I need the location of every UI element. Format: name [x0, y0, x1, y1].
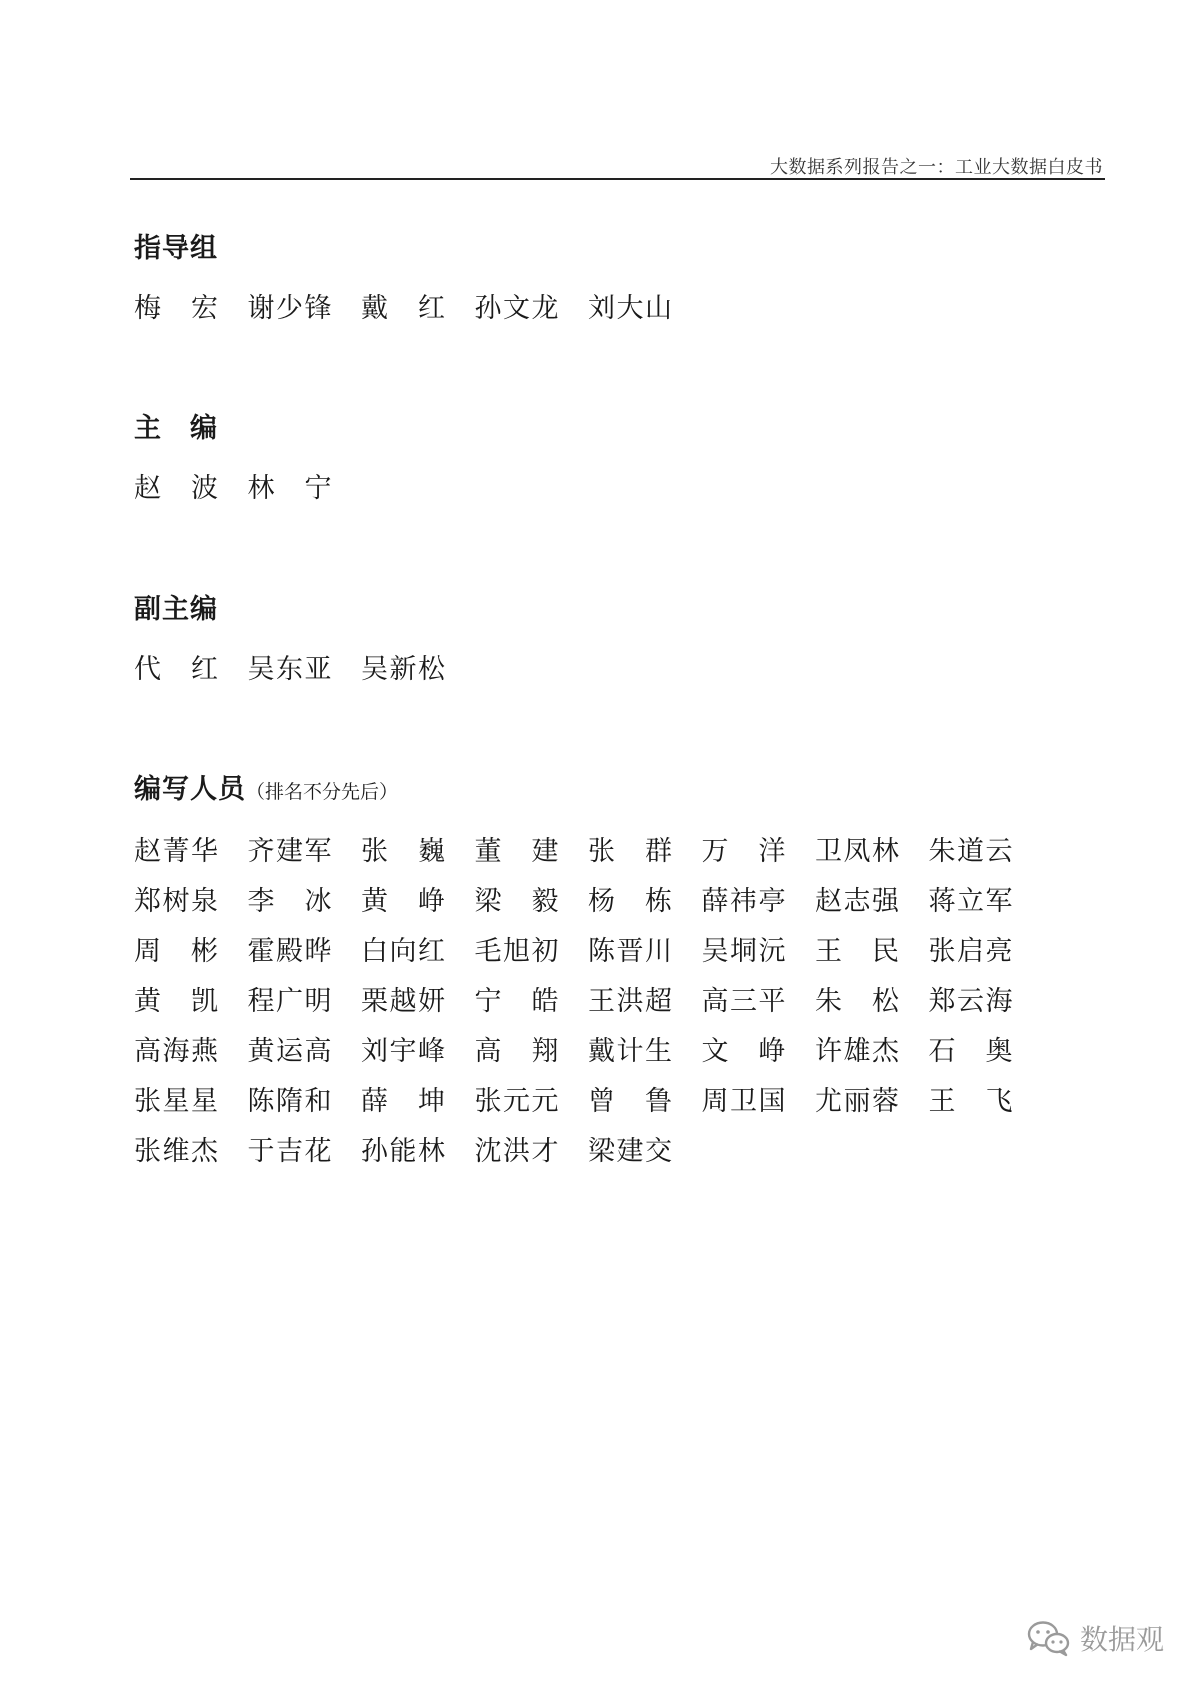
- person-name-text: 董 建: [474, 836, 559, 867]
- deputy-editor-section: [134, 587, 475, 686]
- person-name-text: 白向红: [361, 936, 445, 967]
- person-name: [815, 986, 929, 1018]
- person-name: [929, 986, 1043, 1018]
- person-name-text: 黄 峥: [361, 886, 445, 917]
- person-name: [248, 1036, 362, 1068]
- deputy-editor-title: 副主编: [134, 594, 218, 625]
- person-name: [134, 1036, 248, 1068]
- person-name-text: 李 冰: [247, 886, 332, 917]
- person-name: [588, 293, 702, 325]
- person-name-text: 文 峥: [701, 1036, 786, 1067]
- person-name-text: 吴东亚: [247, 654, 332, 685]
- person-name-text: 张星星: [134, 1086, 218, 1117]
- person-name: [134, 1136, 248, 1168]
- person-name: [134, 293, 248, 325]
- person-name-text: 石 奥: [928, 1036, 1013, 1067]
- person-name: [475, 293, 589, 325]
- person-name: [248, 1086, 362, 1118]
- person-name-text: 宁 皓: [474, 986, 559, 1017]
- person-name-text: 赵 波: [134, 473, 218, 504]
- person-name: [361, 986, 475, 1018]
- person-name-text: 于吉花: [247, 1136, 332, 1167]
- person-name-text: 赵志强: [815, 886, 899, 917]
- person-name-text: 郑树泉: [134, 886, 218, 917]
- chief-editor-section: [134, 406, 361, 505]
- person-name: [475, 1086, 589, 1118]
- person-name: [248, 293, 362, 325]
- person-name: [361, 1036, 475, 1068]
- person-name-text: 程广明: [247, 986, 332, 1017]
- person-name-text: 赵菁华: [134, 836, 218, 867]
- person-name: [815, 1086, 929, 1118]
- person-name-text: 朱道云: [928, 836, 1013, 867]
- person-name-text: 刘大山: [588, 293, 672, 324]
- person-name: [134, 1086, 248, 1118]
- person-name: [702, 1036, 816, 1068]
- person-name-text: 万 洋: [701, 836, 786, 867]
- person-name: [929, 936, 1043, 968]
- person-name-text: 孙能林: [361, 1136, 445, 1167]
- watermark: [1026, 1618, 1164, 1658]
- person-name-text: 周 彬: [134, 936, 218, 967]
- guidance-section: [134, 226, 702, 325]
- person-name: [588, 836, 702, 868]
- writers-title-note: （排名不分先后）: [246, 781, 399, 803]
- person-name: [134, 986, 248, 1018]
- person-name: [134, 473, 248, 505]
- person-name-text: 吴新松: [361, 654, 445, 685]
- person-name-text: 朱 松: [815, 986, 899, 1017]
- person-name-text: 戴 红: [361, 293, 445, 324]
- person-name-text: 谢少锋: [247, 293, 332, 324]
- person-name: [588, 886, 702, 918]
- person-name-text: 沈洪才: [474, 1136, 559, 1167]
- person-name: [475, 1136, 589, 1168]
- person-name-text: 尤丽蓉: [815, 1086, 899, 1117]
- person-name-text: 高三平: [701, 986, 786, 1017]
- person-name: [702, 1086, 816, 1118]
- person-name-text: 毛旭初: [474, 936, 559, 967]
- person-name-text: 陈晋川: [588, 936, 672, 967]
- person-name: [702, 836, 816, 868]
- person-name: [361, 654, 475, 686]
- person-name-text: 孙文龙: [474, 293, 559, 324]
- person-name-text: 许雄杰: [815, 1036, 899, 1067]
- person-name: [929, 1086, 1043, 1118]
- person-name: [588, 936, 702, 968]
- person-name-text: 周卫国: [701, 1086, 786, 1117]
- running-header: 大数据系列报告之一：工业大数据白皮书: [770, 157, 1103, 178]
- person-name: [361, 293, 475, 325]
- person-name: [815, 936, 929, 968]
- person-name: [361, 1086, 475, 1118]
- person-name: [134, 836, 248, 868]
- person-name-text: 梁建交: [588, 1136, 672, 1167]
- person-name-text: 霍殿晔: [247, 936, 332, 967]
- person-name-text: 薛祎亭: [701, 886, 786, 917]
- guidance-names: [134, 293, 702, 325]
- person-name-text: 张启亮: [928, 936, 1013, 967]
- chief-editor-title: 主 编: [134, 413, 218, 444]
- writers-title: [134, 767, 1042, 806]
- person-name: [475, 836, 589, 868]
- person-name-text: 戴计生: [588, 1036, 672, 1067]
- person-name: [361, 886, 475, 918]
- person-name: [248, 836, 362, 868]
- person-name-text: 张 巍: [361, 836, 445, 867]
- person-name-text: 卫凤林: [815, 836, 899, 867]
- person-name: [134, 936, 248, 968]
- person-name: [815, 886, 929, 918]
- header-rule: [130, 178, 1105, 180]
- person-name: [475, 986, 589, 1018]
- person-name: [248, 936, 362, 968]
- person-name: [815, 1036, 929, 1068]
- person-name-text: 黄运高: [247, 1036, 332, 1067]
- person-name: [475, 936, 589, 968]
- person-name: [248, 986, 362, 1018]
- person-name: [248, 654, 362, 686]
- person-name-text: 王 民: [815, 936, 899, 967]
- person-name: [475, 1036, 589, 1068]
- writers-title-text: 编写人员: [134, 774, 246, 805]
- person-name: [929, 886, 1043, 918]
- person-name-text: 王 飞: [928, 1086, 1013, 1117]
- person-name-text: 梅 宏: [134, 293, 218, 324]
- person-name-text: 吴垌沅: [701, 936, 786, 967]
- person-name-text: 张 群: [588, 836, 672, 867]
- person-name-text: 郑云海: [928, 986, 1013, 1017]
- deputy-editor-names: [134, 654, 475, 686]
- person-name-text: 代 红: [134, 654, 218, 685]
- person-name: [815, 836, 929, 868]
- person-name: [588, 986, 702, 1018]
- person-name-text: 刘宇峰: [361, 1036, 445, 1067]
- person-name-text: 齐建军: [247, 836, 332, 867]
- person-name-text: 高海燕: [134, 1036, 218, 1067]
- person-name: [702, 936, 816, 968]
- person-name: [361, 1136, 475, 1168]
- person-name-text: 陈隋和: [247, 1086, 332, 1117]
- guidance-title: 指导组: [134, 233, 218, 264]
- person-name: [361, 936, 475, 968]
- watermark-text: 数据观: [1079, 1623, 1164, 1656]
- person-name-text: 杨 栋: [588, 886, 672, 917]
- person-name: [248, 473, 362, 505]
- person-name-text: 黄 凯: [134, 986, 218, 1017]
- wechat-icon: [1026, 1619, 1072, 1657]
- person-name-text: 张维杰: [134, 1136, 218, 1167]
- person-name-text: 林 宁: [247, 473, 332, 504]
- person-name-text: 曾 鲁: [588, 1086, 672, 1117]
- person-name: [929, 836, 1043, 868]
- writers-section: [134, 767, 1042, 1168]
- person-name: [361, 836, 475, 868]
- chief-editor-names: [134, 473, 361, 505]
- person-name-text: 薛 坤: [361, 1086, 445, 1117]
- person-name: [134, 654, 248, 686]
- person-name: [588, 1036, 702, 1068]
- writers-names: [134, 836, 1042, 1168]
- person-name: [929, 1036, 1043, 1068]
- person-name-text: 蒋立军: [928, 886, 1013, 917]
- person-name-text: 张元元: [474, 1086, 559, 1117]
- person-name: [134, 886, 248, 918]
- person-name-text: 王洪超: [588, 986, 672, 1017]
- person-name: [588, 1136, 702, 1168]
- person-name: [248, 886, 362, 918]
- person-name: [702, 886, 816, 918]
- person-name: [248, 1136, 362, 1168]
- person-name: [475, 886, 589, 918]
- person-name-text: 高 翔: [474, 1036, 559, 1067]
- person-name: [588, 1086, 702, 1118]
- person-name: [702, 986, 816, 1018]
- person-name-text: 梁 毅: [474, 886, 559, 917]
- person-name-text: 栗越妍: [361, 986, 445, 1017]
